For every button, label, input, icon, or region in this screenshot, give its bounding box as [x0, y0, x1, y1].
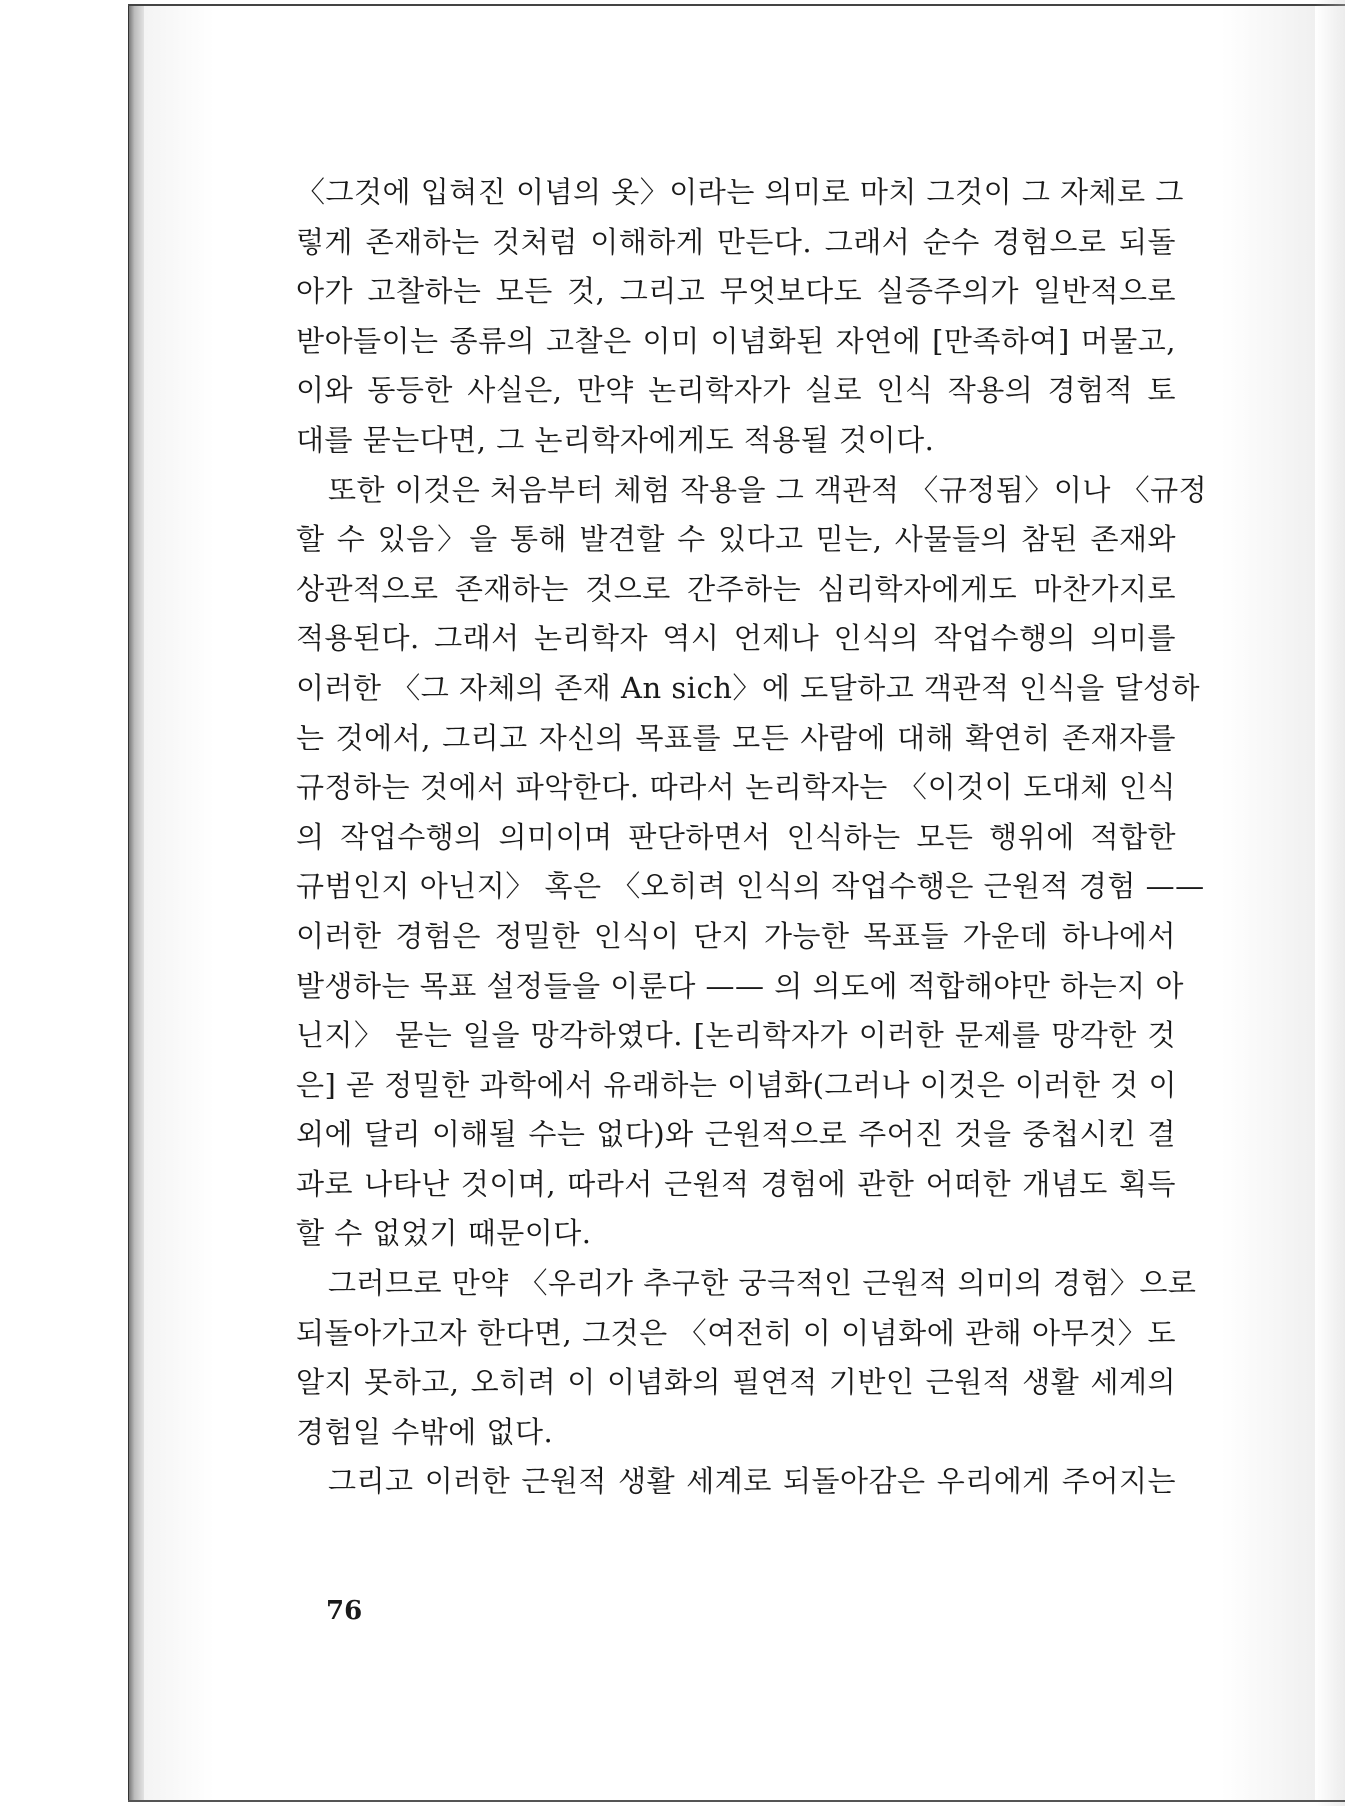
text-line: 그리고 이러한 근원적 생활 세계로 되돌아감은 우리에게 주어지는 [328, 1464, 1176, 1499]
text-line: 적용된다. 그래서 논리학자 역시 언제나 인식의 작업수행의 의미를 [296, 621, 1176, 656]
text-line: 되돌아가고자 한다면, 그것은 〈여전히 이 이념화에 관해 아무것〉도 [296, 1315, 1176, 1350]
text-line: 그러므로 만약 〈우리가 추구한 궁극적인 근원적 의미의 경험〉으로 [328, 1266, 1197, 1301]
text-line: 〈그것에 입혀진 이념의 옷〉이라는 의미로 마치 그것이 그 자체로 그 [296, 175, 1184, 209]
text-line: 는 것에서, 그리고 자신의 목표를 모든 사람에 대해 확연히 존재자를 [296, 720, 1176, 755]
page-number: 76 [326, 1596, 363, 1626]
body-text [296, 168, 1208, 1507]
text-line: 렇게 존재하는 것처럼 이해하게 만든다. 그래서 순수 경험으로 되돌 [296, 224, 1176, 259]
text-line: 알지 못하고, 오히려 이 이념화의 필연적 기반인 근원적 생활 세계의 [296, 1365, 1176, 1400]
text-line: 할 수 있음〉을 통해 발견할 수 있다고 믿는, 사물들의 참된 존재와 [296, 522, 1176, 557]
book-spine-edge [128, 6, 145, 1800]
text-line: 받아들이는 종류의 고찰은 이미 이념화된 자연에 [만족하여] 머물고, [296, 323, 1176, 358]
text-line: 은] 곧 정밀한 과학에서 유래하는 이념화(그러나 이것은 이러한 것 이 [296, 1067, 1177, 1102]
text-line: 닌지〉 묻는 일을 망각하였다. [논리학자가 이러한 문제를 망각한 것 [296, 1018, 1176, 1053]
text-line: 아가 고찰하는 모든 것, 그리고 무엇보다도 실증주의가 일반적으로 [296, 274, 1176, 309]
text-line: 이와 동등한 사실은, 만약 논리학자가 실로 인식 작용의 경험적 토 [296, 373, 1176, 408]
book-bottom-edge [128, 1800, 1345, 1802]
page-right-shadow [1315, 0, 1345, 1806]
text-line: 경험일 수밖에 없다. [296, 1414, 554, 1449]
text-line: 이러한 경험은 정밀한 인식이 단지 가능한 목표들 가운데 하나에서 [296, 918, 1176, 953]
text-line: 의 작업수행의 의미이며 판단하면서 인식하는 모든 행위에 적합한 [296, 819, 1176, 854]
text-line: 상관적으로 존재하는 것으로 간주하는 심리학자에게도 마찬가지로 [296, 571, 1176, 606]
text-line: 규정하는 것에서 파악한다. 따라서 논리학자는 〈이것이 도대체 인식 [296, 770, 1176, 805]
text-line: 이러한 〈그 자체의 존재 An sich〉에 도달하고 객관적 인식을 달성하 [296, 670, 1200, 705]
text-line: 대를 묻는다면, 그 논리학자에게도 적용될 것이다. [296, 422, 935, 457]
text-line: 과로 나타난 것이며, 따라서 근원적 경험에 관한 어떠한 개념도 획득 [296, 1166, 1176, 1201]
text-line: 또한 이것은 처음부터 체험 작용을 그 객관적 〈규정됨〉이나 〈규정 [328, 472, 1208, 507]
text-line: 외에 달리 이해될 수는 없다)와 근원적으로 주어진 것을 중첩시킨 결 [296, 1117, 1176, 1152]
text-line: 할 수 없었기 때문이다. [296, 1216, 592, 1251]
text-line: 발생하는 목표 설정들을 이룬다 —— 의 의도에 적합해야만 하는지 아 [296, 968, 1184, 1003]
text-line: 규범인지 아닌지〉 혹은 〈오히려 인식의 작업수행은 근원적 경험 —— [296, 869, 1205, 904]
